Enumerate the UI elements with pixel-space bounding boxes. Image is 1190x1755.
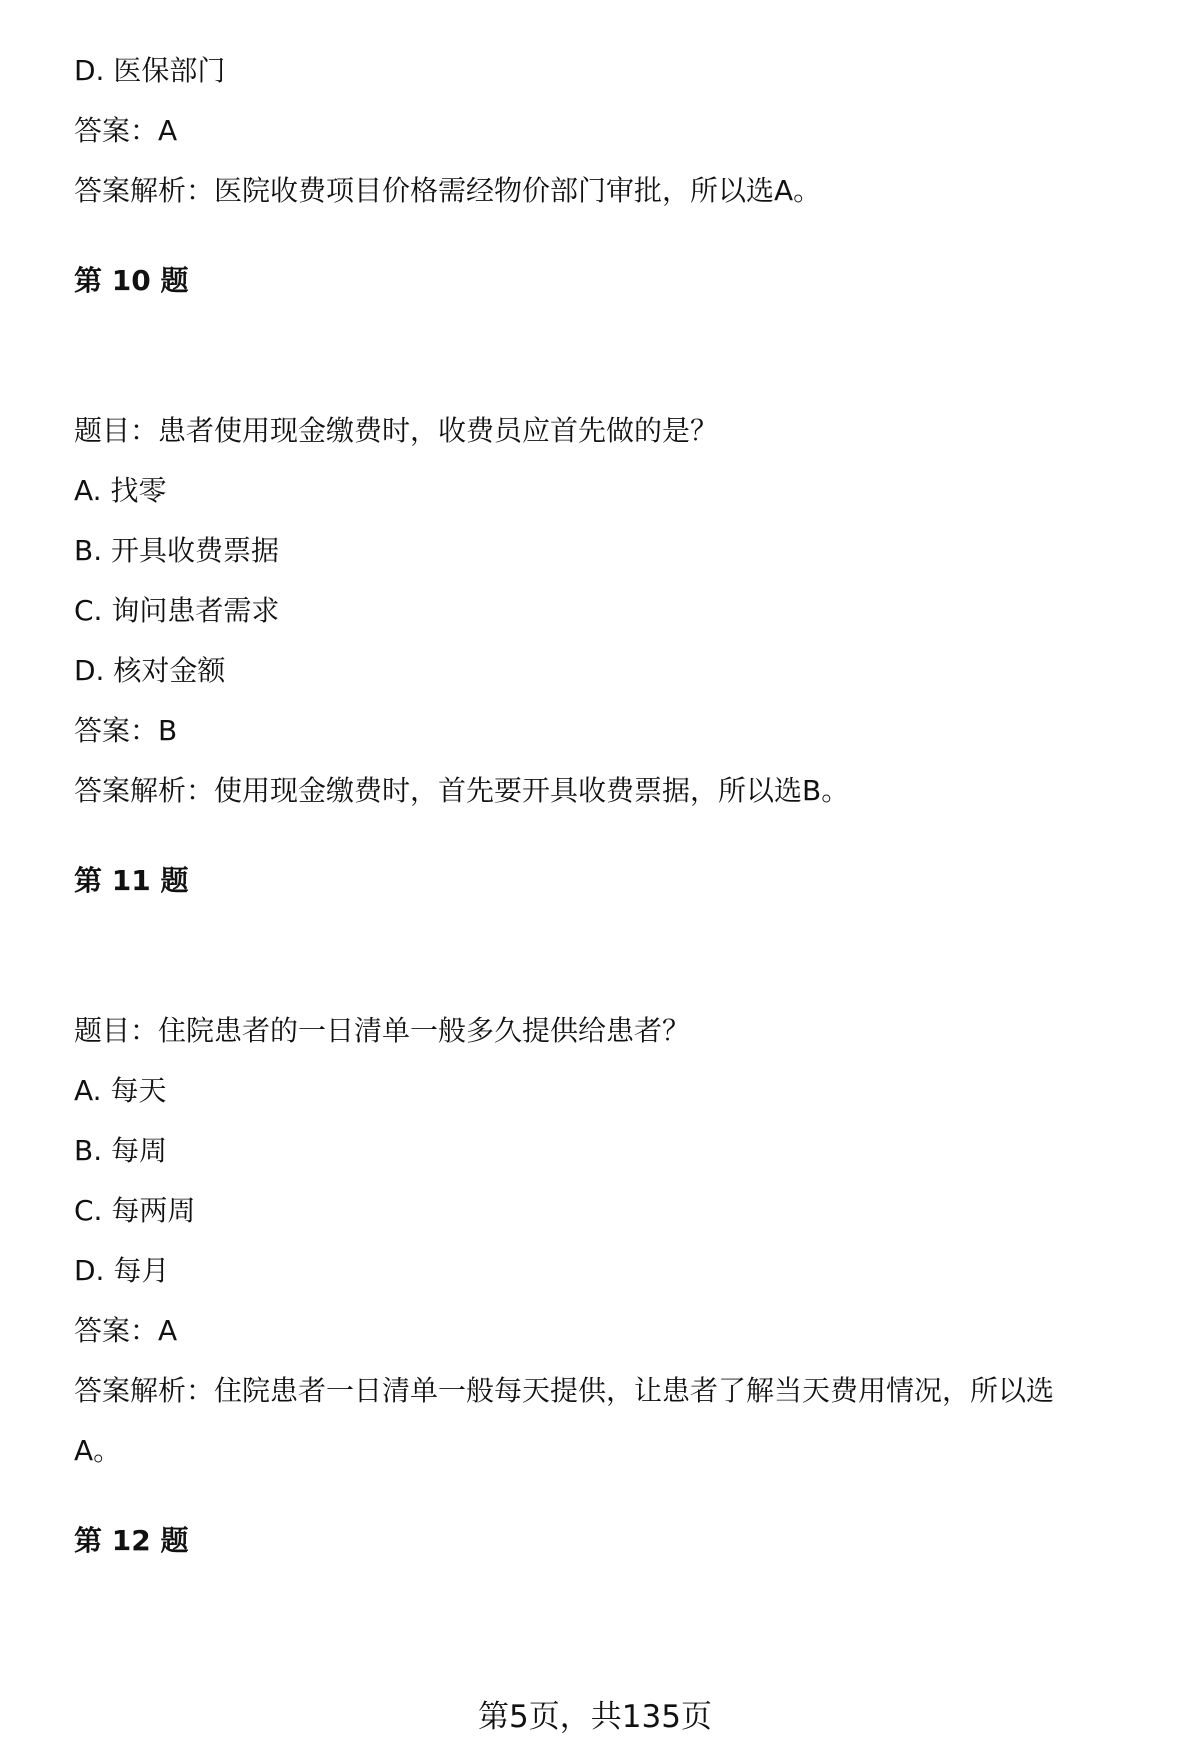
answer-explanation-continued: A。 bbox=[74, 1434, 122, 1467]
answer: 答案：B bbox=[74, 714, 178, 747]
option-a: A. 每天 bbox=[74, 1074, 167, 1107]
option-d: D. 每月 bbox=[74, 1254, 170, 1287]
question-heading: 第 11 题 bbox=[74, 864, 189, 897]
answer: 答案：A bbox=[74, 1314, 178, 1347]
answer-explanation: 答案解析：住院患者一日清单一般每天提供，让患者了解当天费用情况，所以选 bbox=[74, 1374, 1055, 1407]
answer-explanation: 答案解析：医院收费项目价格需经物价部门审批，所以选A。 bbox=[74, 174, 822, 207]
option-c: C. 询问患者需求 bbox=[74, 594, 280, 627]
question-heading: 第 12 题 bbox=[74, 1524, 189, 1557]
option-d: D. 核对金额 bbox=[74, 654, 226, 687]
answer-explanation: 答案解析：使用现金缴费时，首先要开具收费票据，所以选B。 bbox=[74, 774, 850, 807]
question-heading: 第 10 题 bbox=[74, 264, 189, 297]
option-b: B. 每周 bbox=[74, 1134, 168, 1167]
page-indicator: 第5页，共135页 bbox=[478, 1699, 712, 1735]
question-stem: 题目：患者使用现金缴费时，收费员应首先做的是？ bbox=[74, 414, 719, 447]
option-a: A. 找零 bbox=[74, 474, 167, 507]
option-c: C. 每两周 bbox=[74, 1194, 196, 1227]
option-b: B. 开具收费票据 bbox=[74, 534, 280, 567]
option-d: D. 医保部门 bbox=[74, 54, 226, 87]
answer: 答案：A bbox=[74, 114, 178, 147]
question-stem: 题目：住院患者的一日清单一般多久提供给患者？ bbox=[74, 1014, 691, 1047]
